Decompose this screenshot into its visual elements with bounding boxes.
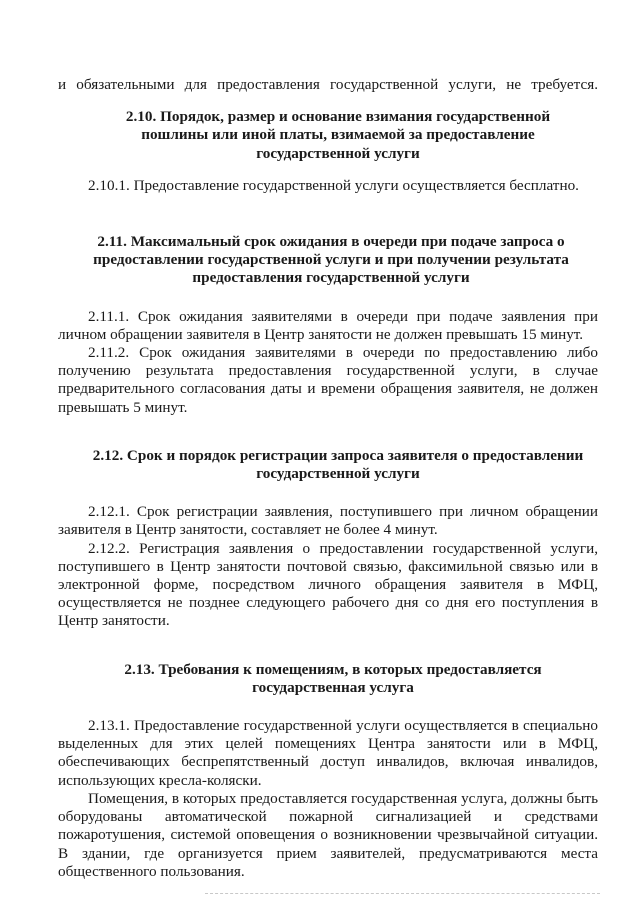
paragraph-2-12-2: 2.12.2. Регистрация заявления о предоставлении государственной услуги, поступившего в Центр занятости почтовой связью, факсимильной связью или в электронной форме, посредством личного обращения заявителя в МФЦ, осуществляется не позднее следующего рабочего дня со дня его поступления в Центр занятости. (58, 539, 598, 630)
paragraph-2-10-1: 2.10.1. Предоставление государственной услуги осуществляется бесплатно. (88, 176, 579, 194)
section-heading-2-12: 2.12. Срок и порядок регистрации запроса заявителя о предоставлении государственной услуги (92, 446, 584, 483)
paragraph-2-13-1: 2.13.1. Предоставление государственной услуги осуществляется в специально выделенных для этих целей помещениях Центра занятости или в МФЦ, обеспечивающих беспрепятственный доступ инвалидов, включая инвалидов, использующих кресла-коляски. (58, 717, 598, 789)
section-heading-2-11: 2.11. Максимальный срок ожидания в очереди при подаче запроса о предоставлении государственной услуги и при получении результата предоставления государственной услуги (93, 233, 569, 287)
document-page (58, 76, 598, 881)
intro-line: и обязательными для предоставления государственной услуги, не требуется. (58, 76, 598, 93)
page-bottom-divider (205, 893, 600, 894)
paragraph-2-11-2: 2.11.2. Срок ожидания заявителями в очереди по предоставлению либо получению результата предоставления государственной услуги, в случае предварительного согласования даты и времени обращения заявителя, не должен превышать 5 минут. (58, 344, 598, 416)
paragraph-2-11-1: 2.11.1. Срок ожидания заявителями в очереди при подаче заявления при личном обращении заявителя в Центр занятости не должен превышать 15 минут. (58, 307, 598, 343)
paragraph-2-13-premises: Помещения, в которых предоставляется государственная услуга, должны быть оборудованы автоматической пожарной сигнализацией и средствами пожаротушения, системой оповещения о возникновении чрезвычайной ситуации. В здании, где организуется прием заявителей, предусматриваются места общественного пользования. (58, 789, 598, 880)
section-heading-2-10: 2.10. Порядок, размер и основание взимания государственной пошлины или иной платы, взимаемой за предоставление государственной услуги (125, 108, 551, 162)
section-heading-2-13: 2.13. Требования к помещениям, в которых предоставляется государственная услуга (124, 660, 542, 696)
paragraph-2-12-1: 2.12.1. Срок регистрации заявления, поступившего при личном обращении заявителя в Центр занятости, составляет не более 4 минут. (58, 503, 598, 539)
